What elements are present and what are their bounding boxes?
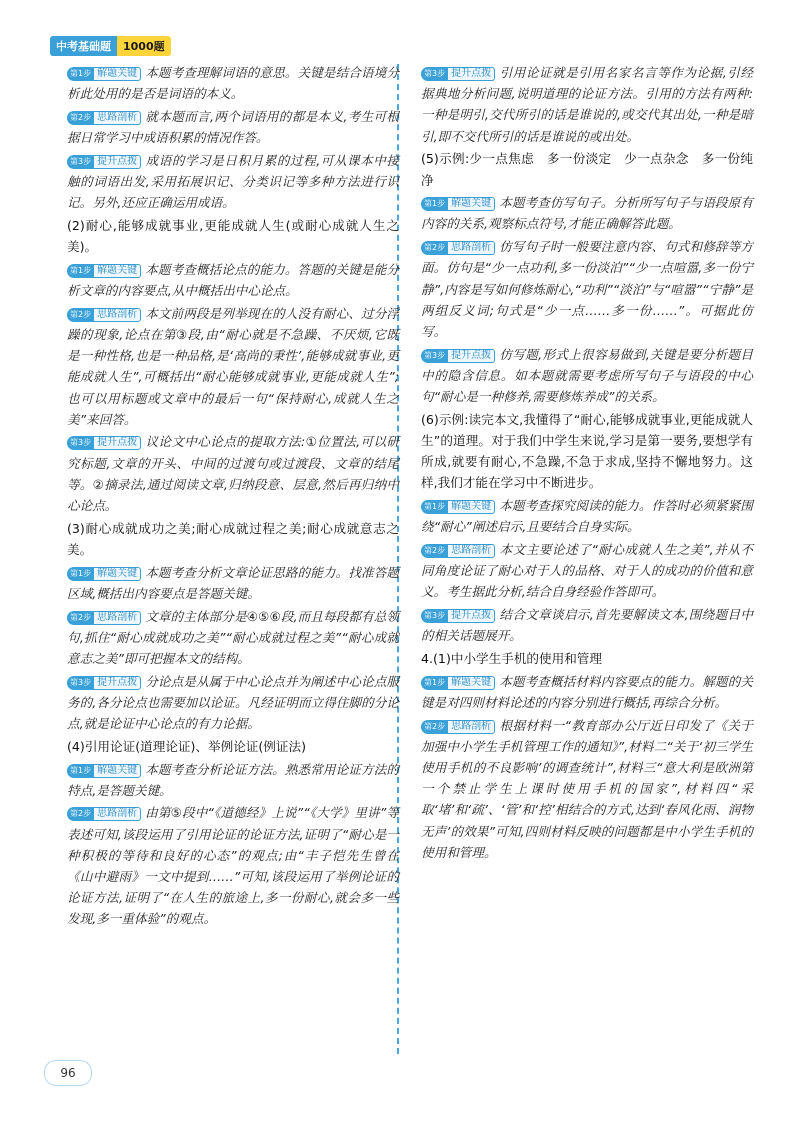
analysis-paragraph xyxy=(421,495,753,537)
analysis-text: 仿写题,形式上很容易做到,关键是要分析题目中的隐含信息。如本题就需要考虑所写句子与语段的中心句“耐心是一种修养,需要修炼养成”的关系。 xyxy=(421,346,753,405)
step-label: 解题关键 xyxy=(94,764,141,778)
analysis-paragraph xyxy=(421,62,753,147)
step-number: 第2步 xyxy=(421,720,448,734)
analysis-text: 本题考查理解词语的意思。关键是结合语境分析此处用的是否是词语的本义。 xyxy=(67,65,399,102)
analysis-text: 本题考查概括材料内容要点的能力。解题的关键是对四则材料论述的内容分别进行概括,再综合分析。 xyxy=(421,673,753,710)
analysis-text: 本题考查分析论证方法。熟悉常用论证方法的特点,是答题关键。 xyxy=(67,761,399,798)
analysis-paragraph xyxy=(67,259,399,301)
analysis-paragraph xyxy=(67,431,399,516)
step-tag xyxy=(67,676,141,690)
step-number: 第2步 xyxy=(67,111,94,125)
step-number: 第2步 xyxy=(421,544,448,558)
step-number: 第3步 xyxy=(67,676,94,690)
answer-text: (3)耐心成就成功之美;耐心成就过程之美;耐心成就意志之美。 xyxy=(67,520,399,557)
analysis-paragraph xyxy=(67,303,399,430)
step-label: 思路剖析 xyxy=(94,308,141,322)
page-number: 96 xyxy=(44,1060,92,1086)
step-number: 第2步 xyxy=(67,807,94,821)
step-label: 解题关键 xyxy=(94,567,141,581)
step-tag xyxy=(67,111,141,125)
analysis-text: 议论文中心论点的提取方法:①位置法,可以研究标题,文章的开头、中间的过渡句或过渡段、文章的结尾等。②摘录法,通过阅读文章,归纳段意、层意,然后再归纳中心论点。 xyxy=(67,434,399,514)
answer-paragraph xyxy=(67,736,399,757)
step-number: 第1步 xyxy=(67,567,94,581)
analysis-text: 分论点是从属于中心论点并为阐述中心论点服务的,各分论点也需要加以论证。凡经证明而立得住脚的分论点,就是论证中心论点的有力论据。 xyxy=(67,673,399,732)
step-label: 解题关键 xyxy=(448,197,495,211)
step-label: 提升点拨 xyxy=(94,676,141,690)
step-tag xyxy=(421,67,495,81)
analysis-paragraph xyxy=(421,671,753,713)
analysis-paragraph xyxy=(421,344,753,408)
analysis-text: 本题考查仿写句子。分析所写句子与语段原有内容的关系,观察标点符号,才能正确解答此题。 xyxy=(421,195,753,232)
analysis-text: 本文前两段是列举现在的人没有耐心、过分浮躁的现象,论点在第③段,由“耐心就是不急躁、不厌烦,它既是一种性格,也是一种品格,是‘高尚的秉性’,能够成就事业,更能成就人生”,可概括出“耐心能够成就事业,更能成就人生”;也可以用标题或文章中的最后一句“保持耐心,成就人生之美”来回答。 xyxy=(67,305,399,427)
step-number: 第1步 xyxy=(421,197,448,211)
step-tag xyxy=(421,197,495,211)
analysis-paragraph xyxy=(67,106,399,148)
step-tag xyxy=(421,676,495,690)
analysis-paragraph xyxy=(67,759,399,801)
step-number: 第3步 xyxy=(421,67,448,81)
step-label: 思路剖析 xyxy=(448,544,495,558)
step-tag xyxy=(67,764,141,778)
analysis-paragraph xyxy=(67,606,399,670)
step-label: 思路剖析 xyxy=(94,807,141,821)
series-header xyxy=(50,37,171,55)
step-tag xyxy=(421,544,495,558)
step-label: 解题关键 xyxy=(448,676,495,690)
step-tag xyxy=(67,308,141,322)
analysis-paragraph xyxy=(67,150,399,214)
answer-text: (2)耐心,能够成就事业,更能成就人生(或耐心成就人生之美)。 xyxy=(67,217,399,255)
step-tag xyxy=(421,720,495,734)
analysis-paragraph xyxy=(67,802,399,929)
step-number: 第1步 xyxy=(67,264,94,278)
series-title: 中考基础题 xyxy=(50,36,117,56)
step-number: 第2步 xyxy=(421,241,448,255)
step-label: 提升点拨 xyxy=(94,436,141,450)
step-tag xyxy=(421,609,495,623)
step-label: 提升点拨 xyxy=(94,155,141,169)
answer-paragraph xyxy=(67,215,399,257)
answer-text: (6)示例:读完本文,我懂得了“耐心,能够成就事业,更能成就人生”的道理。对于我们中学生来说,学习是第一要务,要想学有所成,就要有耐心,不急躁,不急于求成,坚持不懈地努力。这样,我们才能在学习中不断进步。 xyxy=(421,411,753,491)
step-number: 第1步 xyxy=(421,676,448,690)
step-number: 第2步 xyxy=(67,308,94,322)
answer-paragraph xyxy=(421,648,753,669)
analysis-text: 根据材料一“教育部办公厅近日印发了《关于加强中小学生手机管理工作的通知》”,材料二“关于‘初三学生使用手机的不良影响’的调查统计”,材料三“意大利是欧洲第一个禁止学生上课时使用手机的国家”,材料四“采取‘堵’和‘疏’、‘管’和‘控’相结合的方式,达到‘春风化雨、润物无声’的效果”可知,四则材料反映的问题都是中小学生手机的使用和管理。 xyxy=(421,717,753,860)
step-tag xyxy=(67,807,141,821)
step-tag xyxy=(67,67,141,81)
analysis-text: 成语的学习是日积月累的过程,可从课本中接触的词语出发,采用拓展识记、分类识记等多种方法进行识记。另外,还应正确运用成语。 xyxy=(67,152,399,211)
analysis-text: 本文主要论述了“耐心成就人生之美”,并从不同角度论证了耐心对于人的品格、对于人的成功的价值和意义。考生据此分析,结合自身经验作答即可。 xyxy=(421,541,753,600)
answer-paragraph xyxy=(67,518,399,560)
step-tag xyxy=(67,567,141,581)
right-column xyxy=(421,62,753,865)
step-number: 第2步 xyxy=(67,611,94,625)
step-label: 思路剖析 xyxy=(448,720,495,734)
left-column xyxy=(67,62,399,931)
step-label: 提升点拨 xyxy=(448,67,495,81)
step-number: 第3步 xyxy=(421,349,448,363)
step-tag xyxy=(67,611,141,625)
step-label: 解题关键 xyxy=(448,500,495,514)
analysis-text: 文章的主体部分是④⑤⑥段,而且每段都有总领句,抓住“耐心成就成功之美”“耐心成就过程之美”“耐心成就意志之美”即可把握本文的结构。 xyxy=(67,608,399,666)
analysis-paragraph xyxy=(421,192,753,234)
step-label: 解题关键 xyxy=(94,264,141,278)
step-label: 提升点拨 xyxy=(448,349,495,363)
step-tag xyxy=(421,241,495,255)
step-number: 第3步 xyxy=(421,609,448,623)
analysis-text: 仿写句子时一般要注意内容、句式和修辞等方面。仿句是“少一点功利,多一份淡泊”“少一点喧嚣,多一份宁静”,内容是写如何修炼耐心,“功利”“淡泊”与“喧嚣”“宁静”是两组反义词;句式是“少一点……多一份……”。可据此仿写。 xyxy=(421,239,753,339)
answer-paragraph xyxy=(421,409,753,494)
analysis-text: 本题考查分析文章论证思路的能力。找准答题区域,概括出内容要点是答题关键。 xyxy=(67,564,399,601)
series-count: 1000题 xyxy=(117,36,171,56)
analysis-paragraph xyxy=(67,62,399,104)
analysis-paragraph xyxy=(421,604,753,646)
answer-text: (4)引用论证(道理论证)、举例论证(例证法) xyxy=(67,738,306,754)
step-tag xyxy=(421,349,495,363)
step-label: 提升点拨 xyxy=(448,609,495,623)
step-label: 思路剖析 xyxy=(94,111,141,125)
step-tag xyxy=(67,264,141,278)
answer-text: 4.(1)中小学生手机的使用和管理 xyxy=(421,650,602,666)
step-tag xyxy=(67,155,141,169)
analysis-paragraph xyxy=(421,539,753,603)
step-number: 第3步 xyxy=(67,436,94,450)
answer-text: (5)示例:少一点焦虑 多一份淡定 少一点杂念 多一份纯净 xyxy=(421,151,753,188)
analysis-text: 本题考查探究阅读的能力。作答时必须紧紧围绕“耐心”阐述启示,且要结合自身实际。 xyxy=(421,498,753,535)
step-number: 第1步 xyxy=(421,500,448,514)
step-tag xyxy=(421,500,495,514)
answer-paragraph xyxy=(421,148,753,190)
analysis-paragraph xyxy=(421,715,753,863)
analysis-paragraph xyxy=(421,236,753,342)
analysis-text: 由第⑤段中“《道德经》上说”“《大学》里讲”等表述可知,该段运用了引用论证的论证方法,证明了“耐心是一种积极的等待和良好的心态”的观点;由“丰子恺先生曾在《山中避雨》一文中提到……”可知,该段运用了举例论证的论证方法,证明了“在人生的旅途上,多一份耐心,就会多一些发现,多一重体验”的观点。 xyxy=(67,805,399,927)
step-number: 第3步 xyxy=(67,155,94,169)
analysis-paragraph xyxy=(67,562,399,604)
step-number: 第1步 xyxy=(67,67,94,81)
analysis-text: 结合文章谈启示,首先要解读文本,围绕题目中的相关话题展开。 xyxy=(421,607,753,644)
step-label: 思路剖析 xyxy=(448,241,495,255)
step-label: 思路剖析 xyxy=(94,611,141,625)
analysis-text: 引用论证就是引用名家名言等作为论据,引经据典地分析问题,说明道理的论证方法。引用的方法有两种:一种是明引,交代所引的话是谁说的,或交代其出处,一种是暗引,即不交代所引的话是谁说的或出处。 xyxy=(421,65,753,144)
step-label: 解题关键 xyxy=(94,67,141,81)
step-number: 第1步 xyxy=(67,764,94,778)
step-tag xyxy=(67,436,141,450)
analysis-text: 就本题而言,两个词语用的都是本义,考生可根据日常学习中成语积累的情况作答。 xyxy=(67,108,399,146)
analysis-text: 本题考查概括论点的能力。答题的关键是能分析文章的内容要点,从中概括出中心论点。 xyxy=(67,261,399,299)
analysis-paragraph xyxy=(67,671,399,735)
